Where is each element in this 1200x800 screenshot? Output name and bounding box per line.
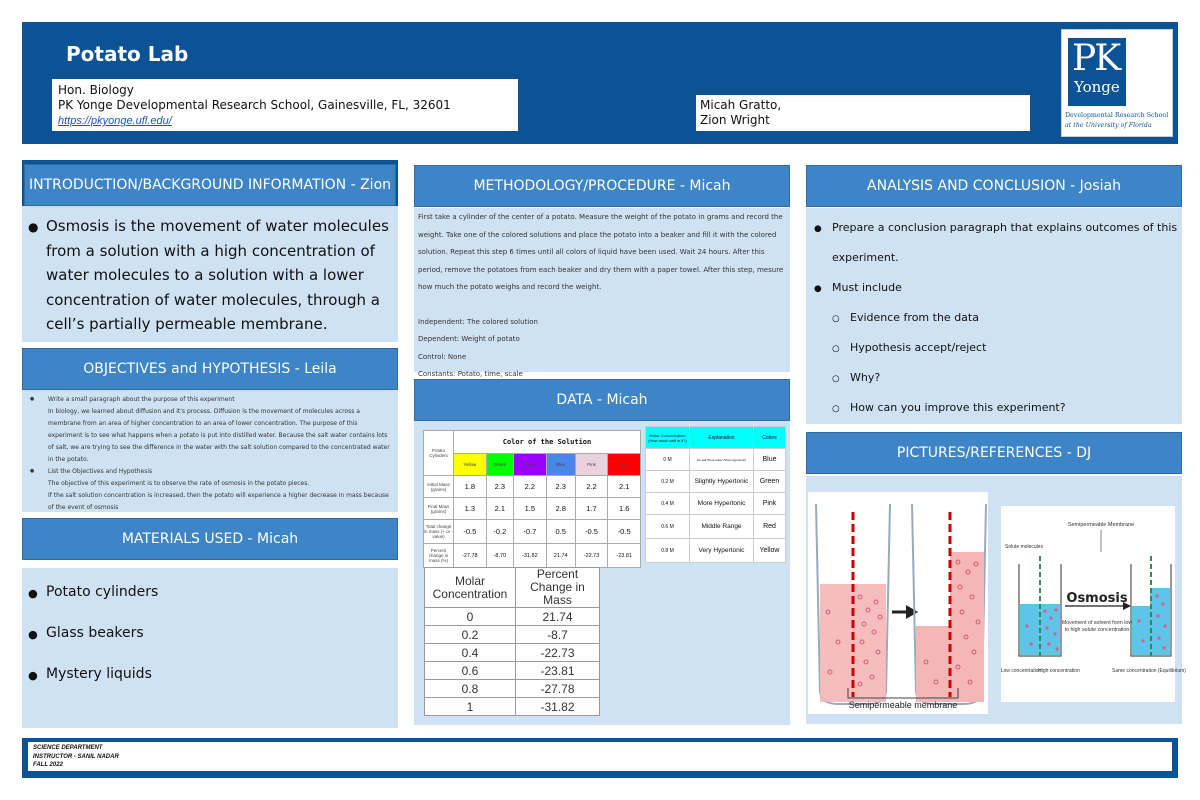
table-cell: -0.7 <box>514 520 547 544</box>
table-cell: 0.4 M <box>646 493 690 515</box>
poster-title: Potato Lab <box>66 42 189 66</box>
analysis-sub-item: ○ Evidence from the data <box>832 303 1178 333</box>
table-cell: 0.5 <box>546 520 575 544</box>
table-row <box>424 520 641 544</box>
table-cell: -0.2 <box>486 520 513 544</box>
table-cell: 0 <box>425 608 516 626</box>
analysis-bullet-1: ● Prepare a conclusion paragraph that explains outcomes of this experiment. <box>814 213 1178 273</box>
table-row <box>424 498 641 520</box>
objectives-bullet-list <box>30 466 392 514</box>
table3-header: Molar Concentration <box>425 568 516 608</box>
table-cell: 0.2 <box>425 626 516 644</box>
table-cell: -27.78 <box>454 544 487 568</box>
table-cell: 0.8 <box>425 680 516 698</box>
logo-word: Yonge <box>1074 78 1120 96</box>
color-yellow: Yellow <box>454 454 487 476</box>
table2-header: Molar Concentration (How much salt in it?) <box>646 427 690 449</box>
materials-heading: MATERIALS USED - Micah <box>22 518 398 560</box>
method-panel <box>414 208 790 378</box>
row-label: Percent change in mass (%) <box>424 544 454 568</box>
table-row <box>424 544 641 568</box>
intro-heading: INTRODUCTION/BACKGROUND INFORMATION - Zion <box>24 164 396 206</box>
pictures-heading: PICTURES/REFERENCES - DJ <box>806 432 1182 474</box>
table-cell: -8.70 <box>486 544 513 568</box>
table-cell: Red <box>754 515 786 539</box>
table-cell: -27.78 <box>516 680 600 698</box>
beaker-caption: Semipermeable membrane <box>848 700 958 710</box>
movement-label-2: to high solute concentration <box>1064 627 1130 633</box>
table-cell: 1.7 <box>575 498 608 520</box>
intro-text: ● Osmosis is the movement of water molecules from a solution with a high concentration of water molecules to a solution with a lower concentration of water molecules, through a cell’s partially permeable membrane. <box>28 214 392 337</box>
table-row <box>425 680 600 698</box>
table-cell: 0.4 <box>425 644 516 662</box>
table-cell: 2.8 <box>546 498 575 520</box>
concentration-key-table <box>645 426 786 563</box>
material-item: ● Potato cylinders <box>28 572 392 613</box>
footer-instructor: INSTRUCTOR - SANIL NADAR <box>33 753 119 760</box>
table-row <box>646 539 786 563</box>
percent-change-table <box>424 567 600 716</box>
table-cell: 1 <box>425 698 516 716</box>
objectives-bullet-purpose <box>30 394 392 466</box>
color-green: Green <box>486 454 513 476</box>
objectives-hypothesis: If the salt solution concentration is increased, then the potato will experience a higher decrease in mass because of the event of osmosis <box>48 492 389 511</box>
table-cell: Slightly Hypertonic <box>690 471 754 493</box>
table-cell: -8.7 <box>516 626 600 644</box>
author-1: Micah Gratto, <box>700 98 782 112</box>
row-label: Initial Mass (grams) <box>424 476 454 498</box>
objectives-purpose-paragraph: In biology, we learned about diffusion and it's process. Diffusion is the movement of molecules across a membrane from an area of higher concentration to an area of lower concentration. The purpose of this experiment is to see what happens when a potato is put into distilled water. Because the salt water contains lots of salt, we are trying to see the difference in the water with the salt solution compared to the concentrated water in the potato. <box>48 408 390 463</box>
variable-constants: Constants: Potato, time, scale <box>418 370 523 378</box>
material-item: ● Mystery liquids <box>28 654 392 695</box>
color-pink: Pink <box>575 454 608 476</box>
high-concentration-label: High concentration <box>1038 668 1080 674</box>
table2-header: Colors <box>754 427 786 449</box>
table-row <box>646 449 786 471</box>
table-cell: 2.1 <box>486 498 513 520</box>
table-row <box>425 626 600 644</box>
objectives-objective: The objective of this experiment is to observe the rate of osmosis in the potato pieces. <box>48 480 310 487</box>
table-cell: -31.82 <box>514 544 547 568</box>
table-cell: 1.3 <box>454 498 487 520</box>
table-cell: 1.6 <box>608 498 641 520</box>
table-cell: 2.2 <box>514 476 547 498</box>
table-cell: -31.82 <box>516 698 600 716</box>
table-cell: 2.1 <box>608 476 641 498</box>
objectives-panel <box>22 390 398 512</box>
table-cell: Green <box>754 471 786 493</box>
analysis-sub-item: ○ Why? <box>832 363 1178 393</box>
beaker-figure <box>808 492 988 714</box>
table-cell: -22.73 <box>575 544 608 568</box>
authors-box <box>696 95 1030 131</box>
color-red: Red <box>608 454 641 476</box>
solution-mass-table <box>423 430 641 568</box>
osmosis-title: Osmosis <box>1066 591 1128 606</box>
table-cell: 0.6 <box>425 662 516 680</box>
table2-header: Explanation <box>690 427 754 449</box>
school-link[interactable]: https://pkyonge.ufl.edu/ <box>58 115 172 127</box>
table1-title: Color of the Solution <box>454 431 641 454</box>
variable-independent: Independent: The colored solution <box>418 317 538 326</box>
objectives-heading: OBJECTIVES and HYPOTHESIS - Leila <box>22 348 398 390</box>
movement-label-1: Movement of solvent from low <box>1061 620 1133 626</box>
table-cell: -22.73 <box>516 644 600 662</box>
table-cell: -0.5 <box>575 520 608 544</box>
analysis-panel <box>806 208 1182 424</box>
membrane-label: Semipermeable Membrane <box>1067 522 1135 528</box>
logo-mark: PK <box>1072 38 1120 79</box>
table-row <box>424 476 641 498</box>
table-row <box>425 608 600 626</box>
footer-box <box>28 742 1172 771</box>
table-cell: -23.81 <box>516 662 600 680</box>
color-purple: Purple <box>514 454 547 476</box>
table-cell: Pink <box>754 493 786 515</box>
analysis-heading: ANALYSIS AND CONCLUSION - Josiah <box>806 165 1182 207</box>
author-2: Zion Wright <box>700 113 770 127</box>
table-cell: 0.8 M <box>646 539 690 563</box>
table-row <box>646 515 786 539</box>
materials-panel <box>22 568 398 728</box>
table3-header: Percent Change in Mass <box>516 568 600 608</box>
table-cell: 0.6 M <box>646 515 690 539</box>
variable-dependent: Dependent: Weight of potato <box>418 335 520 343</box>
objectives-bullet-1: Write a small paragraph about the purpose of this experiment <box>48 396 235 403</box>
analysis-sub-item: ○ Hypothesis accept/reject <box>832 333 1178 363</box>
table-cell: 1.8 <box>454 476 487 498</box>
table-cell: 21.74 <box>516 608 600 626</box>
osmosis-diagram <box>1000 506 1186 702</box>
analysis-sub-item: ○ How can you improve this experiment? <box>832 393 1178 423</box>
material-item: ● Glass beakers <box>28 613 392 654</box>
color-blue: Blue <box>546 454 575 476</box>
data-heading: DATA - Micah <box>414 379 790 421</box>
analysis-bullet-2: ● Must include <box>814 273 1178 303</box>
table-row <box>425 698 600 716</box>
school-logo <box>1061 29 1173 137</box>
table-cell: -23.81 <box>608 544 641 568</box>
objectives-bullet-2: List the Objectives and Hypothesis <box>48 468 153 475</box>
table-row <box>425 662 600 680</box>
logo-subtitle-2: at the University of Florida <box>1065 122 1152 129</box>
table-cell: Yellow <box>754 539 786 563</box>
footer-term: FALL 2022 <box>33 762 63 768</box>
table-cell: 1.5 <box>514 498 547 520</box>
row-label: Final Mass (grams) <box>424 498 454 520</box>
table-cell: 21.74 <box>546 544 575 568</box>
table-cell: 2.3 <box>546 476 575 498</box>
table-cell: No salt (Pure water /Most Hypotonic) <box>690 449 754 471</box>
table-cell: 0.2 M <box>646 471 690 493</box>
table-row <box>646 493 786 515</box>
school-info-box <box>52 79 518 131</box>
row-label: Total change in mass (+ or - value) <box>424 520 454 544</box>
school-name: PK Yonge Developmental Research School, Gainesville, FL, 32601 <box>58 98 451 112</box>
course-name: Hon. Biology <box>58 83 134 97</box>
table-row <box>425 644 600 662</box>
procedure-text: First take a cylinder of the center of a potato. Measure the weight of the potato in grams and record the weight. Take one of the colored solutions and place the potato into a beaker and fill it with the colored solution. Repeat this step 6 times until all colors of liquid have been used. Wait 24 hours. After this period, remove the potatoes from each beaker and dry them with a paper towel. After this step, mesure how much the potato weighs and record the weight. <box>418 213 784 291</box>
table-cell: Middle Range <box>690 515 754 539</box>
table-cell: -0.5 <box>454 520 487 544</box>
table-cell: -0.5 <box>608 520 641 544</box>
method-heading: METHODOLOGY/PROCEDURE - Micah <box>414 165 790 207</box>
intro-panel <box>22 206 398 342</box>
table-cell: 2.3 <box>486 476 513 498</box>
table-row <box>646 471 786 493</box>
low-concentration-label: Low concentration <box>1000 668 1042 674</box>
table-cell: 0 M <box>646 449 690 471</box>
table-cell: Very Hypertonic <box>690 539 754 563</box>
table1-corner: Potato Cylinders <box>424 431 454 476</box>
footer-department: SCIENCE DEPARTMENT <box>33 745 103 751</box>
table-cell: More Hypertonic <box>690 493 754 515</box>
solute-label: Solute molecules <box>1005 544 1044 550</box>
table-cell: 2.2 <box>575 476 608 498</box>
equilibrium-label: Same concentration (Equilibrium) <box>1112 668 1186 674</box>
variable-control: Control: None <box>418 352 467 361</box>
table-cell: Blue <box>754 449 786 471</box>
logo-subtitle-1: Developmental Research School <box>1065 112 1169 119</box>
